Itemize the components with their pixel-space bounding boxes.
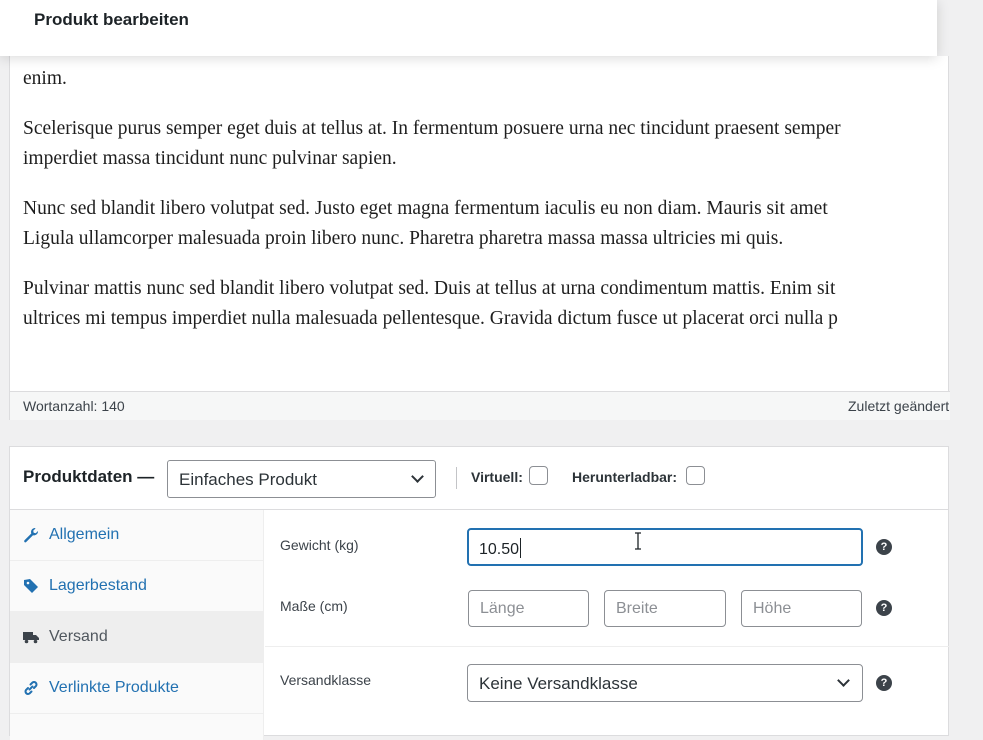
tab-label: Lagerbestand bbox=[49, 577, 147, 594]
paragraph bbox=[23, 274, 983, 334]
paragraph bbox=[23, 114, 983, 174]
weight-value: 10.50 bbox=[479, 541, 520, 558]
tab-shipping[interactable] bbox=[10, 612, 264, 663]
chevron-down-icon bbox=[411, 470, 424, 483]
help-icon[interactable]: ? bbox=[876, 675, 892, 691]
paragraph-line: Scelerisque purus semper eget duis at tellus at. In fermentum posuere urna nec tincidunt praesent semper bbox=[23, 118, 841, 139]
editor-content[interactable] bbox=[23, 64, 983, 334]
link-icon bbox=[23, 680, 39, 696]
word-count: Wortanzahl: 140 bbox=[23, 398, 125, 414]
length-placeholder: Länge bbox=[480, 600, 525, 617]
tab-label: Allgemein bbox=[49, 526, 120, 543]
paragraph: enim. bbox=[23, 68, 67, 89]
tab-label: Verlinkte Produkte bbox=[49, 679, 179, 696]
paragraph-line: imperdiet massa tincidunt nunc pulvinar sapien. bbox=[23, 148, 397, 169]
width-placeholder: Breite bbox=[616, 600, 658, 617]
dimensions-label: Maße (cm) bbox=[280, 598, 348, 614]
last-edited: Zuletzt geändert bbox=[848, 398, 950, 414]
paragraph-line: Nunc sed blandit libero volutpat sed. Justo eget magna fermentum iaculis eu non diam. Mauris sit amet bbox=[23, 198, 828, 219]
truck-icon bbox=[23, 629, 39, 645]
tab-general[interactable] bbox=[10, 510, 264, 561]
height-placeholder: Höhe bbox=[753, 600, 792, 617]
product-type-value: Einfaches Produkt bbox=[179, 470, 317, 489]
top-bar bbox=[0, 0, 937, 56]
shipping-class-label: Versandklasse bbox=[280, 672, 372, 688]
content-editor[interactable] bbox=[9, 56, 949, 420]
editor-status-bar bbox=[10, 391, 950, 420]
wrench-icon bbox=[23, 527, 39, 543]
page-title: Produkt bearbeiten bbox=[34, 10, 189, 29]
tab-label: Versand bbox=[49, 628, 108, 645]
weight-label: Gewicht (kg) bbox=[280, 537, 359, 553]
product-data-tabs bbox=[10, 510, 264, 740]
text-caret bbox=[520, 538, 521, 558]
tab-inventory[interactable] bbox=[10, 561, 264, 612]
virtual-label: Virtuell: bbox=[471, 469, 523, 485]
product-data-header bbox=[10, 447, 948, 510]
shipping-class-select[interactable] bbox=[467, 664, 863, 702]
divider bbox=[456, 467, 457, 489]
width-input[interactable] bbox=[604, 590, 726, 627]
paragraph-line: Ligula ullamcorper malesuada proin libero nunc. Pharetra pharetra massa massa ultricies mi quis. bbox=[23, 228, 784, 249]
product-data-title: Produktdaten — bbox=[23, 467, 155, 486]
downloadable-label: Herunterladbar: bbox=[572, 469, 678, 485]
shipping-class-value: Keine Versandklasse bbox=[479, 674, 638, 693]
downloadable-checkbox[interactable] bbox=[686, 466, 705, 485]
tab-linked-products[interactable] bbox=[10, 663, 264, 714]
virtual-checkbox[interactable] bbox=[529, 466, 548, 485]
help-icon[interactable]: ? bbox=[876, 600, 892, 616]
tag-icon bbox=[23, 578, 39, 594]
product-data-panel bbox=[9, 446, 949, 736]
chevron-down-icon bbox=[837, 674, 850, 687]
help-icon[interactable]: ? bbox=[876, 539, 892, 555]
text-cursor-icon bbox=[633, 532, 643, 550]
height-input[interactable] bbox=[741, 590, 862, 627]
product-type-select[interactable] bbox=[167, 460, 436, 498]
paragraph-line: ultrices mi tempus imperdiet nulla malesuada pellentesque. Gravida dictum fusce ut placerat orci nulla p bbox=[23, 308, 838, 329]
paragraph bbox=[23, 194, 983, 254]
length-input[interactable] bbox=[468, 590, 589, 627]
divider bbox=[265, 646, 950, 647]
weight-input[interactable] bbox=[467, 528, 863, 566]
paragraph-line: Pulvinar mattis nunc sed blandit libero volutpat sed. Duis at tellus at urna condimentum mattis. Enim sit bbox=[23, 278, 836, 299]
